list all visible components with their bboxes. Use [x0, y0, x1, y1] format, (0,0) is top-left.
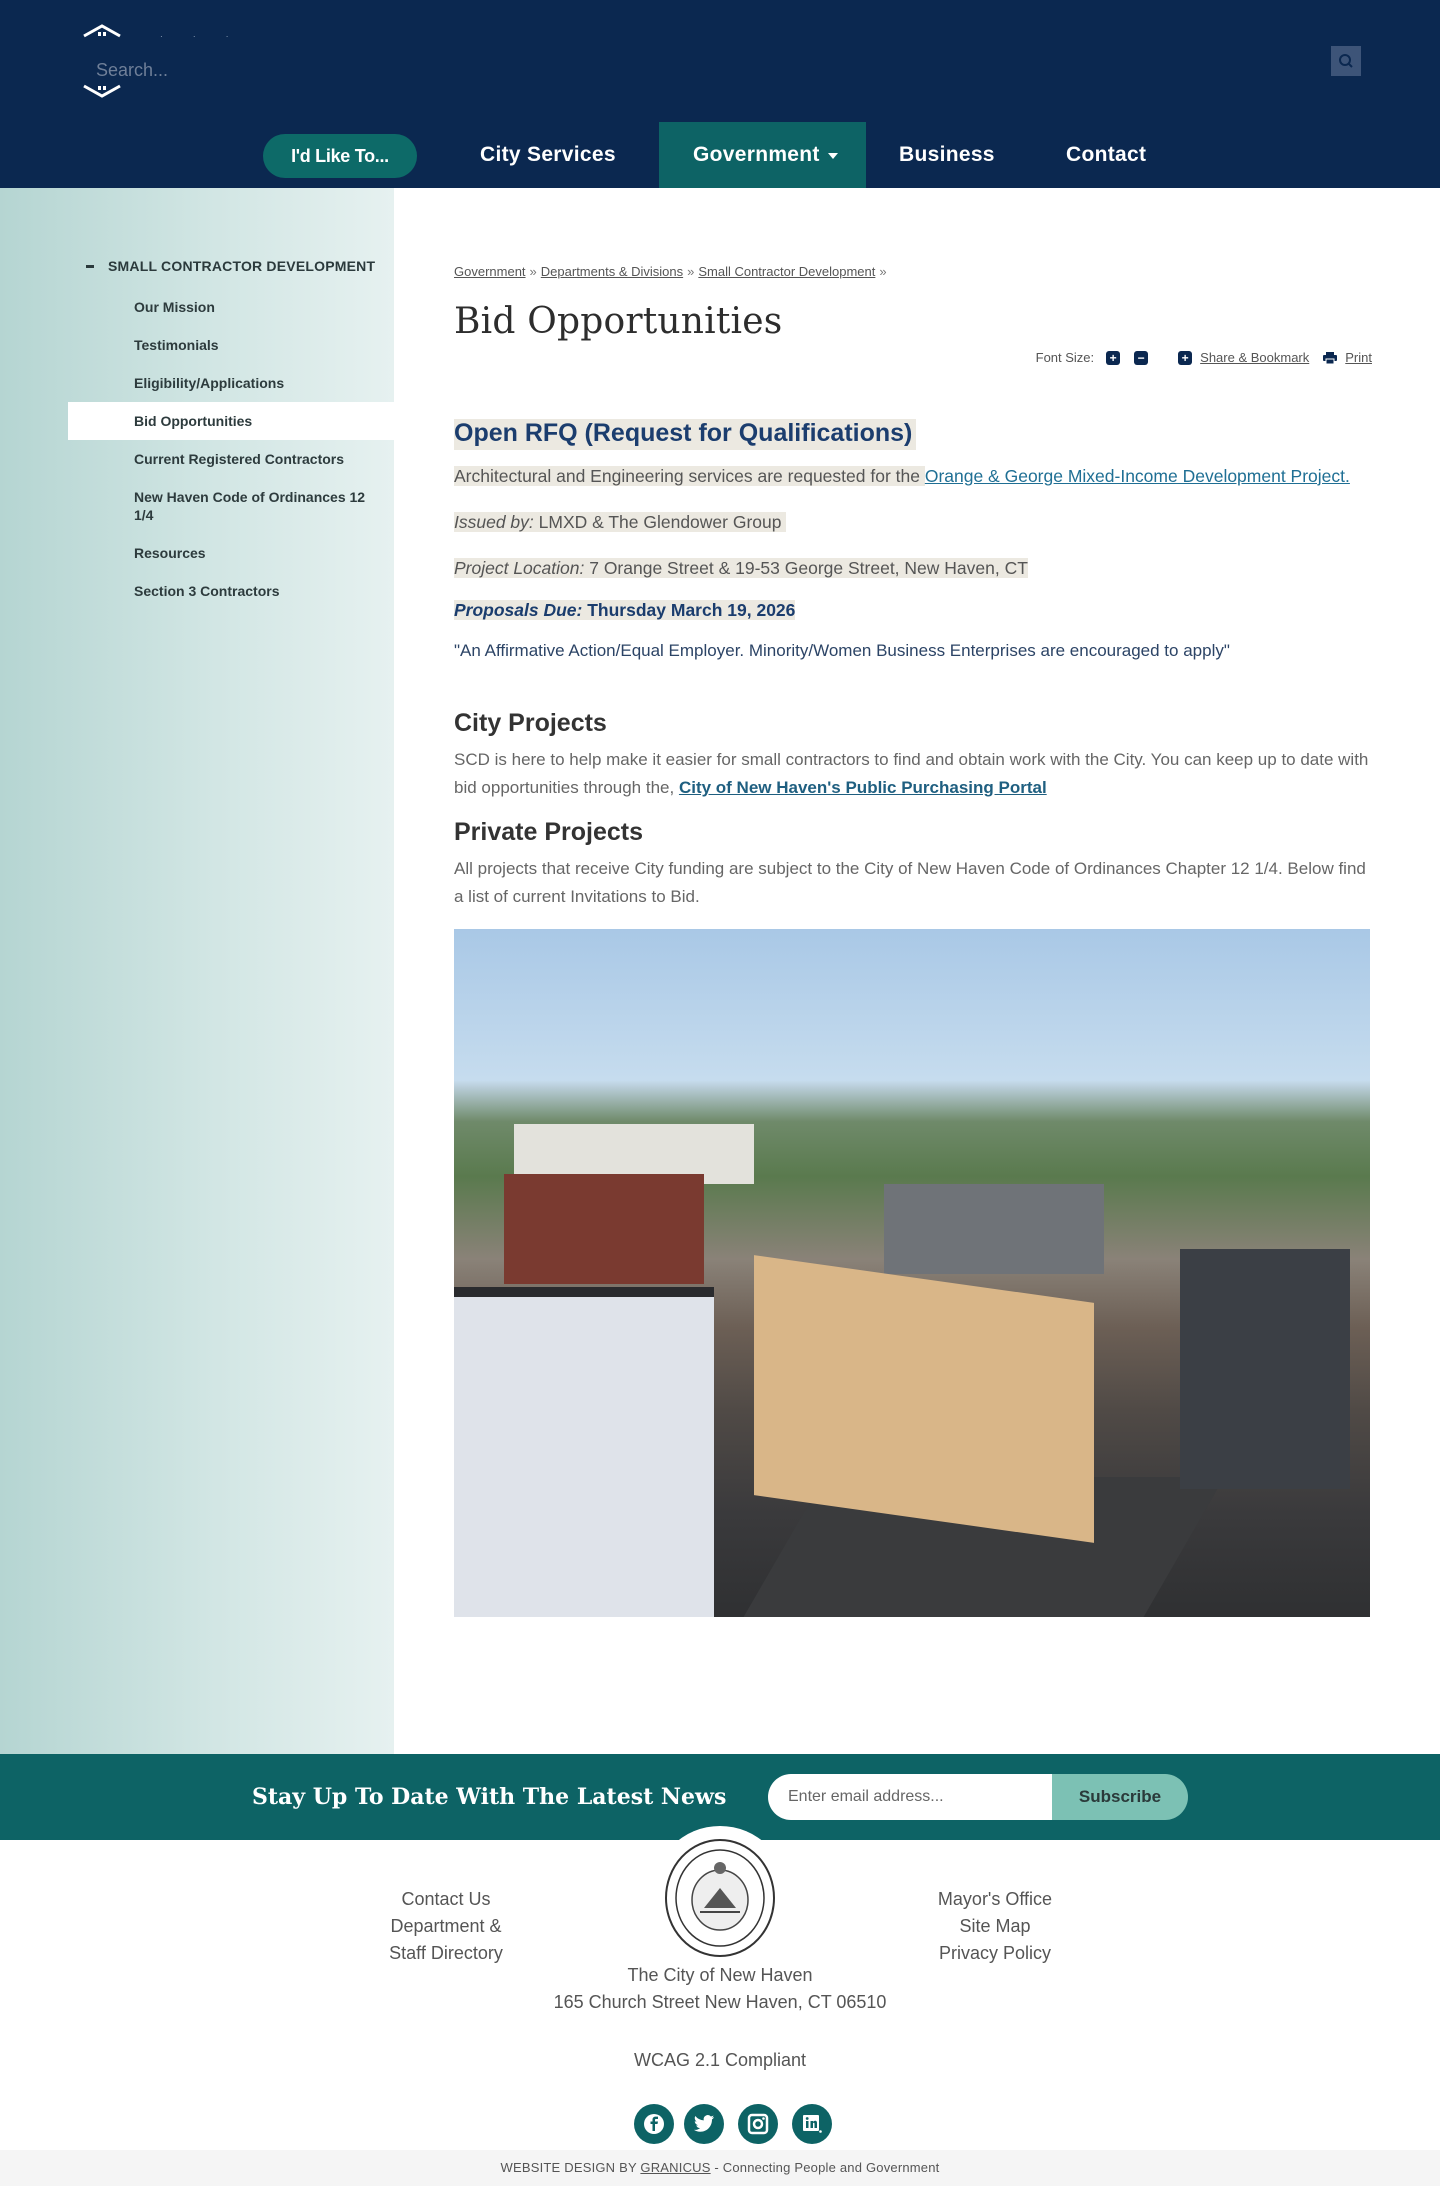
- nav-government[interactable]: [659, 122, 866, 188]
- location-value: 7 Orange Street & 19-53 George Street, New Haven, CT: [584, 558, 1028, 578]
- twitter-link[interactable]: [684, 2104, 724, 2144]
- breadcrumb-separator: »: [529, 264, 537, 279]
- subscribe-button[interactable]: Subscribe: [1052, 1774, 1188, 1820]
- printer-icon: [1323, 352, 1337, 364]
- sidebar-item-bid-opportunities[interactable]: Bid Opportunities: [68, 402, 394, 440]
- footer-site-map-link[interactable]: Site Map: [959, 1916, 1031, 1936]
- nav-contact[interactable]: Contact: [1066, 143, 1147, 166]
- main-nav: [0, 122, 1440, 188]
- footer-mayors-office-link[interactable]: Mayor's Office: [937, 1889, 1053, 1909]
- logo-wordmark[interactable]: · · ·: [160, 32, 243, 41]
- footer-left-links: [370, 1886, 522, 1967]
- sidebar-item-section-3[interactable]: Section 3 Contractors: [134, 583, 280, 599]
- newsletter-title: Stay Up To Date With The Latest News: [252, 1784, 727, 1810]
- granicus-link[interactable]: GRANICUS: [640, 2160, 711, 2175]
- social-links: [634, 2104, 832, 2144]
- nav-government-label: Government: [693, 143, 820, 166]
- collapse-minus-icon[interactable]: [86, 265, 94, 268]
- linkedin-link[interactable]: [792, 2104, 832, 2144]
- issued-by-value: LMXD & The Glendower Group: [533, 512, 782, 532]
- private-projects-heading: Private Projects: [454, 818, 643, 846]
- share-bookmark-link[interactable]: Share & Bookmark: [1200, 350, 1310, 365]
- site-header: [0, 0, 1440, 188]
- footer-org-name: The City of New Haven: [627, 1965, 813, 1985]
- footer-right-links: [920, 1886, 1070, 1967]
- due-label: Proposals Due:: [454, 600, 583, 620]
- orange-george-project-link[interactable]: Orange & George Mixed-Income Development Project.: [924, 466, 1350, 486]
- location-label: Project Location:: [454, 558, 585, 578]
- footer-contact-us-link[interactable]: Contact Us: [401, 1889, 491, 1909]
- sidebar-item-our-mission[interactable]: Our Mission: [134, 299, 215, 315]
- twitter-icon: [693, 2114, 715, 2134]
- facebook-link[interactable]: [634, 2104, 674, 2144]
- issued-by-label: Issued by:: [454, 512, 534, 532]
- instagram-icon: [747, 2113, 769, 2135]
- caret-down-icon: [828, 153, 838, 159]
- footer-street-address: 165 Church Street New Haven, CT 06510: [553, 1992, 887, 2012]
- breadcrumb: [454, 264, 1372, 279]
- breadcrumb-small-contractor[interactable]: Small Contractor Development: [698, 264, 876, 279]
- page-layout: [0, 188, 1440, 1754]
- newsletter-email-input[interactable]: [768, 1774, 1052, 1820]
- sidebar-item-resources[interactable]: Resources: [134, 545, 206, 561]
- breadcrumb-separator: »: [879, 264, 887, 279]
- nav-id-like-to-button[interactable]: I'd Like To...: [263, 134, 417, 178]
- affirmative-action-note: "An Affirmative Action/Equal Employer. Minority/Women Business Enterprises are encouraged to apply": [454, 641, 1230, 660]
- city-seal-wrap: [652, 1826, 788, 1950]
- breadcrumb-separator: »: [687, 264, 695, 279]
- breadcrumb-departments[interactable]: Departments & Divisions: [540, 264, 684, 279]
- sidebar-item-eligibility[interactable]: Eligibility/Applications: [134, 375, 285, 391]
- print-link[interactable]: Print: [1345, 350, 1372, 365]
- rfq-title: Open RFQ (Request for Qualifications): [454, 419, 916, 450]
- share-plus-icon: +: [1178, 351, 1192, 365]
- search-input[interactable]: [96, 56, 596, 84]
- site-footer: [0, 1840, 1440, 2150]
- nav-business[interactable]: Business: [899, 143, 995, 166]
- sidebar-list: [68, 288, 394, 610]
- sidebar-item-code-of-ordinances[interactable]: New Haven Code of Ordinances 12 1/4: [134, 489, 366, 523]
- footer-privacy-policy-link[interactable]: Privacy Policy: [938, 1943, 1052, 1963]
- rfq-proposals-due: [454, 600, 1372, 621]
- search-button[interactable]: [1331, 46, 1361, 76]
- sidebar-parent-small-contractor-development[interactable]: [86, 258, 375, 274]
- rfq-location: [454, 554, 1372, 582]
- breadcrumb-government[interactable]: Government: [454, 264, 526, 279]
- site-credit: WEBSITE DESIGN BY GRANICUS - Connecting People and Government: [0, 2150, 1440, 2186]
- logo-mark-top-icon: [82, 24, 122, 38]
- purchasing-portal-link[interactable]: City of New Haven's Public Purchasing Portal: [678, 778, 1047, 797]
- font-size-label: Font Size:: [1035, 350, 1095, 365]
- city-projects-heading: City Projects: [454, 709, 607, 737]
- main-content: [394, 188, 1440, 1754]
- sidebar: [0, 188, 394, 1754]
- sidebar-item-testimonials[interactable]: Testimonials: [134, 337, 219, 353]
- city-seal-icon[interactable]: [664, 1838, 776, 1958]
- sidebar-parent-label: SMALL CONTRACTOR DEVELOPMENT: [108, 258, 376, 274]
- rfq-issued-by: [454, 508, 1372, 536]
- footer-address: [0, 1962, 1440, 2016]
- private-projects-text: All projects that receive City funding are subject to the City of New Haven Code of Ordinances Chapter 12 1/4. Below find a list of current Invitations to Bid.: [454, 859, 1366, 906]
- instagram-link[interactable]: [738, 2104, 778, 2144]
- construction-aerial-photo: [454, 929, 1370, 1617]
- rfq-intro: Architectural and Engineering services are requested for the Orange & George Mixed-Income Development Project.: [454, 466, 1350, 486]
- font-decrease-button[interactable]: −: [1134, 351, 1148, 365]
- page-tools: [454, 350, 1372, 365]
- facebook-icon: [643, 2113, 665, 2135]
- linkedin-icon: [802, 2114, 822, 2134]
- page-title: Bid Opportunities: [454, 301, 783, 342]
- font-increase-button[interactable]: +: [1106, 351, 1120, 365]
- wcag-compliance-label: WCAG 2.1 Compliant: [633, 2050, 807, 2070]
- city-projects-text: SCD is here to help make it easier for small contractors to find and obtain work with the City. You can keep up to date with bid opportunities through the, City of New Haven's Public Purchasing Portal: [454, 750, 1369, 797]
- sidebar-item-registered-contractors[interactable]: Current Registered Contractors: [134, 451, 345, 467]
- footer-staff-directory-link[interactable]: Department & Staff Directory: [389, 1916, 503, 1963]
- due-value: Thursday March 19, 2026: [582, 600, 796, 620]
- newsletter-form: [768, 1774, 1188, 1820]
- nav-city-services[interactable]: City Services: [480, 143, 616, 166]
- logo-mark-bottom-icon: [82, 84, 122, 98]
- search-icon: [1338, 53, 1354, 69]
